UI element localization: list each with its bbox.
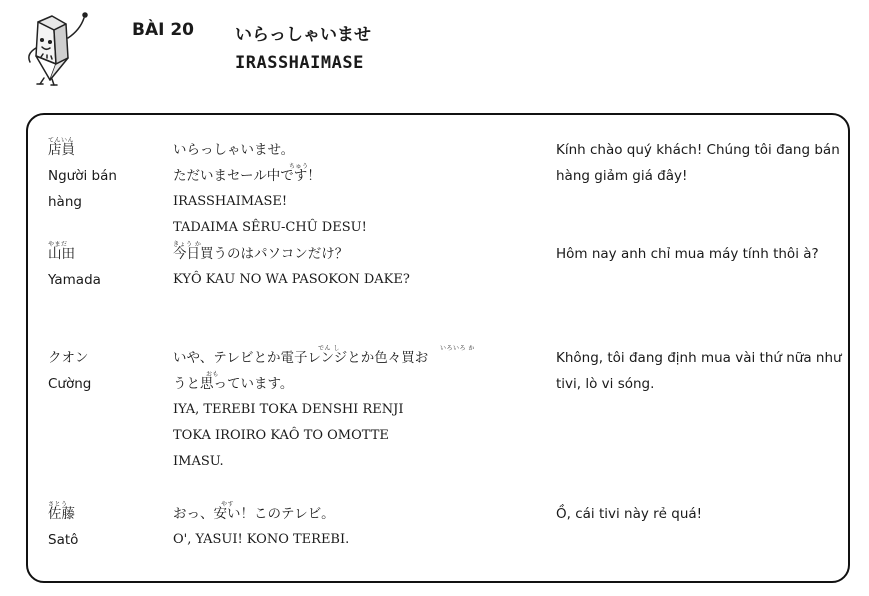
speaker-furigana: やまだ [48,241,68,248]
jp-line: ただいまセール中です！ [173,168,321,184]
speaker-column [48,345,158,397]
romaji-line: IYA, TEREBI TOKA DENSHI RENJI [173,402,404,417]
speaker-kanji: 店員 [48,142,75,158]
speaker-name-vi: Cường [48,376,92,392]
jp-line: いらっしゃいませ。 [173,142,295,158]
speaker-kanji: クオン [48,350,89,366]
vietnamese-translation: Ồ, cái tivi này rẻ quá! [556,506,703,522]
furigana: きょう か [173,241,202,248]
speaker-column [48,137,158,215]
furigana: でん し [318,345,340,352]
romaji-line: TADAIMA SÊRU-CHÛ DESU! [173,220,367,235]
speaker-kanji: 山田 [48,246,75,262]
lesson-title-japanese: いらっしゃいませ [235,25,371,45]
romaji-line: IMASU. [173,454,224,469]
speaker-column [48,501,158,553]
speaker-name-vi: Người bán [48,168,117,184]
furigana: ちゅう [289,163,309,170]
romaji-line: IRASSHAIMASE! [173,194,288,209]
vietnamese-translation: Không, tôi đang định mua vài thứ nữa như tivi, lò vi sóng. [556,350,842,392]
japanese-column [173,241,553,293]
jp-line: 今日買うのはパソコンだけ？ [173,246,349,262]
jp-line: おっ、安い！このテレビ。 [173,506,335,522]
speaker-furigana: てんいん [48,137,75,144]
pencil-mascot-icon [20,8,100,88]
furigana: やす [221,501,235,508]
jp-line: うと思っています。 [173,376,294,392]
japanese-column [173,137,553,241]
speaker-name-vi: hàng [48,194,82,210]
romaji-line: KYÔ KAU NO WA PASOKON DAKE? [173,272,410,287]
furigana: いろいろ か [440,345,475,352]
jp-line: いや、テレビとか電子レンジとか色々買お [173,350,429,366]
vietnamese-translation: Kính chào quý khách! Chúng tôi đang bán hàng giảm giá đây! [556,142,840,184]
japanese-column [173,501,553,553]
furigana: おも [206,371,220,378]
vietnamese-translation: Hôm nay anh chỉ mua máy tính thôi à? [556,246,819,262]
romaji-line: O', YASUI! KONO TEREBI. [173,532,350,547]
dialog-box [26,113,850,583]
romaji-line: TOKA IROIRO KAÔ TO OMOTTE [173,428,389,443]
speaker-furigana: さとう [48,501,68,508]
speaker-name-vi: Satô [48,532,79,548]
speaker-name-vi: Yamada [48,272,101,288]
japanese-column [173,345,553,475]
lesson-title-romaji: IRASSHAIMASE [235,53,364,73]
speaker-column [48,241,158,293]
speaker-kanji: 佐藤 [48,506,75,522]
lesson-number: BÀI 20 [132,20,195,40]
